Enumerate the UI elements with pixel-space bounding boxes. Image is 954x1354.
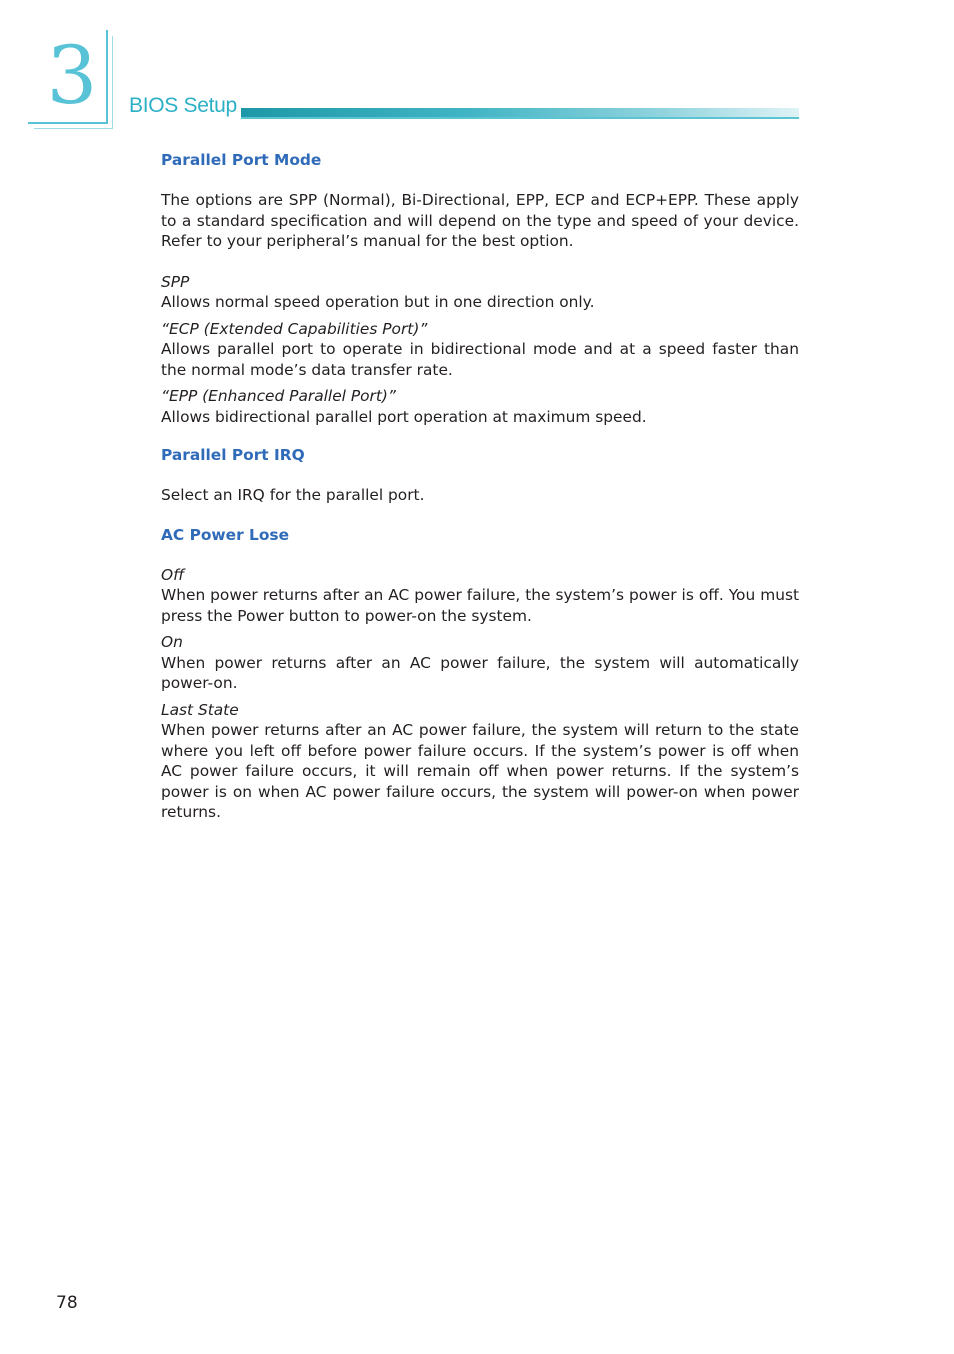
option-description: Allows parallel port to operate in bidirectional mode and at a speed faster than the normal mode’s data transfer rate. bbox=[161, 340, 799, 379]
section-parallel-port-irq bbox=[161, 445, 799, 506]
section-intro: The options are SPP (Normal), Bi-Directional, EPP, ECP and ECP+EPP. These apply to a standard specification and will depend on the type and speed of your device. Refer to your peripheral’s manual for the best option. bbox=[161, 191, 799, 250]
option-term: On bbox=[161, 633, 183, 651]
option-description: When power returns after an AC power failure, the system will automatically power-on. bbox=[161, 653, 799, 692]
section-intro: Select an IRQ for the parallel port. bbox=[161, 486, 425, 504]
option-term: “ECP (Extended Capabilities Port)” bbox=[161, 319, 428, 338]
chapter-number: 3 bbox=[46, 29, 98, 122]
section-heading: AC Power Lose bbox=[161, 525, 290, 544]
option-term: “EPP (Enhanced Parallel Port)” bbox=[161, 387, 396, 405]
page-number: 78 bbox=[56, 1293, 78, 1313]
option-item bbox=[161, 565, 799, 627]
section-heading: Parallel Port Mode bbox=[161, 151, 322, 169]
option-description: Allows normal speed operation but in one direction only. bbox=[161, 293, 595, 311]
page-content bbox=[161, 150, 799, 823]
option-item bbox=[161, 700, 799, 823]
section-parallel-port-mode bbox=[161, 150, 799, 427]
option-item bbox=[161, 386, 799, 427]
option-description: Allows bidirectional parallel port operation at maximum speed. bbox=[161, 407, 647, 426]
option-description: When power returns after an AC power failure, the system’s power is off. You must press the Power button to power-on the system. bbox=[161, 586, 799, 625]
title-decoration-bar bbox=[241, 108, 799, 117]
option-term: SPP bbox=[161, 272, 190, 291]
option-item bbox=[161, 272, 799, 313]
option-item bbox=[161, 319, 799, 381]
option-item bbox=[161, 632, 799, 694]
section-ac-power-lose bbox=[161, 525, 799, 823]
option-term: Off bbox=[161, 565, 185, 584]
option-description: When power returns after an AC power failure, the system will return to the state where you left off before power failure occurs. If the system’s power is off when AC power failure occurs, it will remain off when power returns. If the system’s power is on when AC power failure occurs, the system will power-on when power returns. bbox=[161, 721, 799, 821]
section-heading: Parallel Port IRQ bbox=[161, 446, 305, 464]
option-term: Last State bbox=[161, 700, 239, 719]
chapter-title: BIOS Setup bbox=[129, 94, 237, 117]
